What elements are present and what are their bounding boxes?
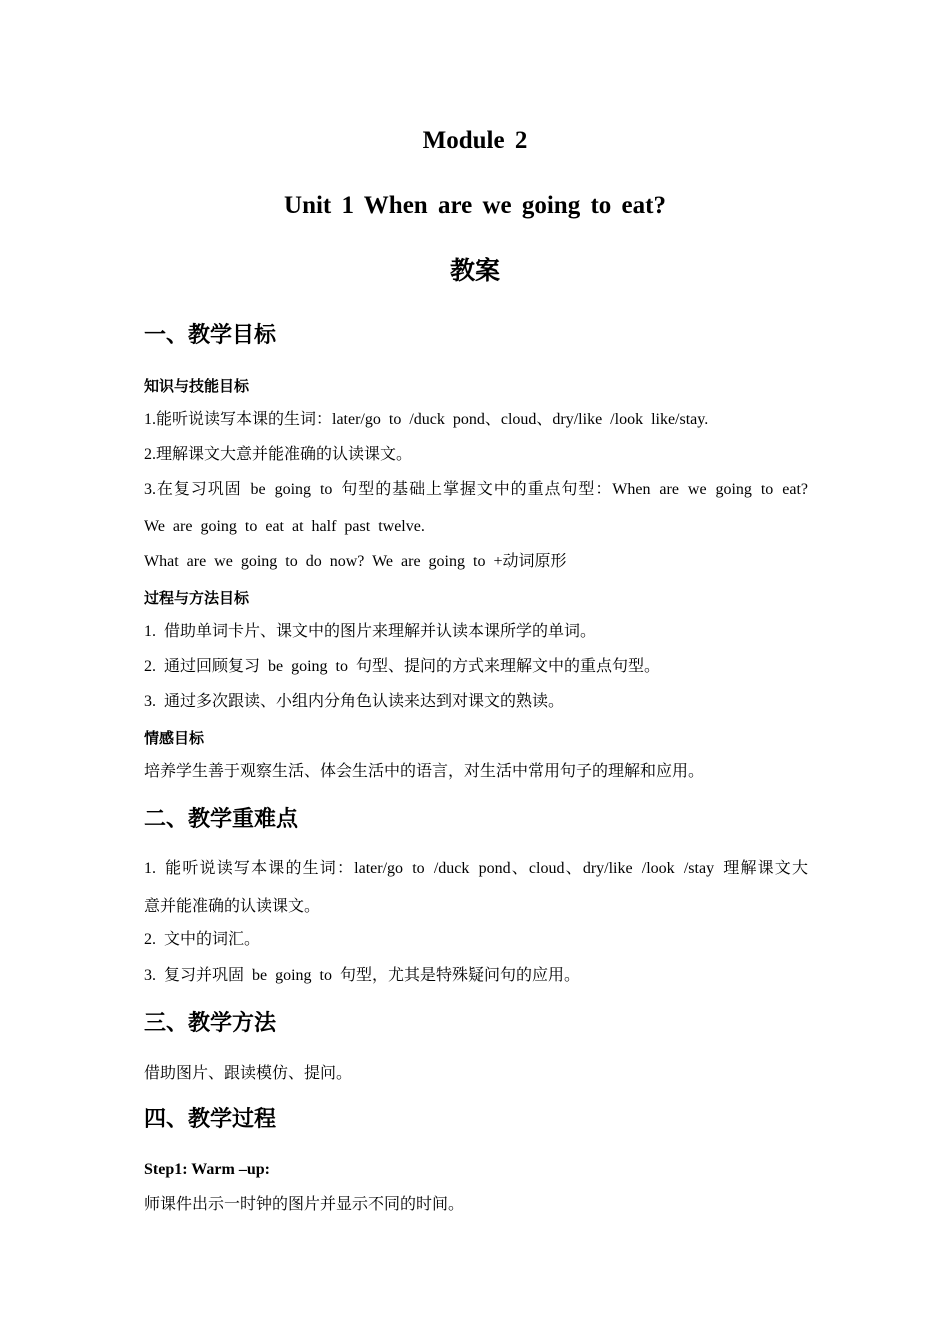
knowledge-item: What are we going to do now? We are going to +动词原形 <box>144 553 567 570</box>
module-title: Module 2 <box>422 127 528 154</box>
emotion-item: 培养学生善于观察生活、体会生活中的语言，对生活中常用句子的理解和应用。 <box>144 763 705 780</box>
section-heading-key-points: 二、教学重难点 <box>144 807 299 832</box>
key-point-item: 2. 文中的词汇。 <box>144 931 261 948</box>
process-item: 3. 通过多次跟读、小组内分角色认读来达到对课文的熟读。 <box>144 693 565 710</box>
step1-title: Step1: Warm –up: <box>144 1161 270 1178</box>
key-point-item: 3. 复习并巩固 be going to 句型，尤其是特殊疑问句的应用。 <box>144 967 580 984</box>
process-item: 2. 通过回顾复习 be going to 句型、提问的方式来理解文中的重点句型。 <box>144 658 660 675</box>
subheading-emotion: 情感目标 <box>144 729 205 747</box>
knowledge-item: We are going to eat at half past twelve. <box>144 518 425 535</box>
knowledge-item: 1.能听说读写本课的生词：later/go to /duck pond、cloud、dry/like /look like/stay. <box>144 411 709 428</box>
method-item: 借助图片、跟读模仿、提问。 <box>144 1065 353 1082</box>
unit-title: Unit 1 When are we going to eat? <box>284 192 666 219</box>
section-heading-process: 四、教学过程 <box>144 1107 277 1132</box>
knowledge-item: 3.在复习巩固 be going to 句型的基础上掌握文中的重点句型：When are we going to eat? <box>144 481 808 498</box>
key-point-item: 意并能准确的认读课文。 <box>144 898 321 915</box>
process-item: 1. 借助单词卡片、课文中的图片来理解并认读本课所学的单词。 <box>144 623 597 640</box>
section-heading-objectives: 一、教学目标 <box>144 323 277 348</box>
knowledge-item: 2.理解课文大意并能准确的认读课文。 <box>144 446 413 463</box>
section-heading-methods: 三、教学方法 <box>144 1011 277 1036</box>
step1-item: 师课件出示一时钟的图片并显示不同的时间。 <box>144 1196 465 1213</box>
key-point-item: 1. 能听说读写本课的生词：later/go to /duck pond、cloud、dry/like /look /stay 理解课文大 <box>144 860 808 877</box>
doc-type-title: 教案 <box>449 258 500 285</box>
subheading-process: 过程与方法目标 <box>144 589 250 607</box>
subheading-knowledge: 知识与技能目标 <box>144 377 250 395</box>
